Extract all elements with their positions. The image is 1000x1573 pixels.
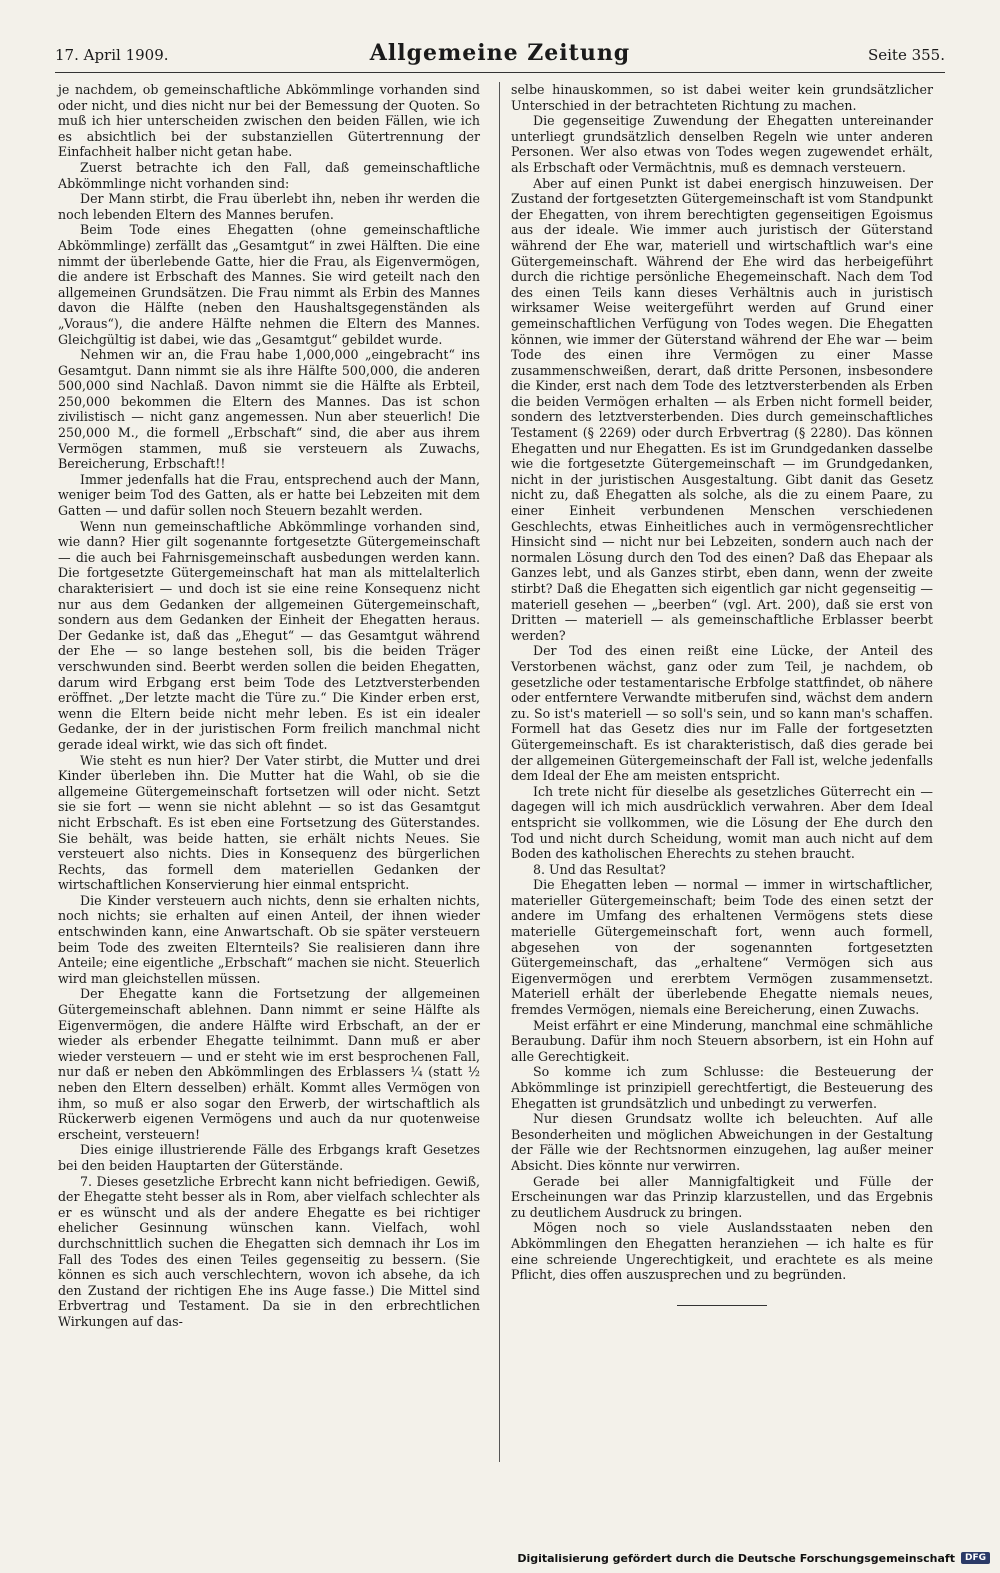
paragraph: Gerade bei aller Mannigfaltigkeit und Fülle der Erscheinungen war das Prinzip klarzustellen, und das Ergebnis zu deutlichem Ausdruck zu bringen. [511, 1173, 933, 1220]
paragraph: je nachdem, ob gemeinschaftliche Abkömmlinge vorhanden sind oder nicht, und dies nicht nur bei der Bemessung der Quoten. So muß ich hier unterscheiden zwischen den beiden Fällen, wie ich es absichtlich bei der substanziellen Gütertrennung der Einfachheit halber nicht getan habe. [58, 82, 480, 160]
paragraph: Aber auf einen Punkt ist dabei energisch hinzuweisen. Der Zustand der fortgesetzten Gütergemeinschaft ist vom Standpunkt der Ehegatten, von ihrem berechtigten gegenseitigen Egoismus aus der ideale. Wie immer auch juristisch der Güterstand während der Ehe war, materiell und wirtschaftlich war's eine Gütergemeinschaft. Während der Ehe wird das herbeigeführt durch die richtige persönliche Ehegemeinschaft. Nach dem Tod des einen Teils kann dieses Verhältnis auch in juristisch wirksamer Weise weitergeführt werden auf Grund einer gemeinschaftlichen Verfügung von Todes wegen. Die Ehegatten können, wie immer der Güterstand während der Ehe war — beim Tode des einen ihre Vermögen zu einer Masse zusammenschweißen, derart, daß dritte Personen, insbesondere die Kinder, erst nach dem Tode des letztversterbenden als Erben die beiden Vermögen erhalten — als Erben nicht formell beider, sondern des letztversterbenden. Dies durch gemeinschaftliches Testament (§ 2269) oder durch Erbvertrag (§ 2280). Das können Ehegatten und nur Ehegatten. Es ist im Grundgedanken dasselbe wie die fortgesetzte Gütergemeinschaft — im Grundgedanken, nicht in der juristischen Ausgestaltung. Gibt danit das Gesetz nicht zu, daß Ehegatten als solche, als die zu einem Paare, zu einer Einheit verbundenen Menschen verschiedenen Geschlechts, etwas Einheitliches auch in vermögensrechtlicher Hinsicht sind — nicht nur bei Lebzeiten, sondern auch nach der normalen Lösung durch den Tod des einen? Daß das Ehepaar als Ganzes lebt, und als Ganzes stirbt, eben dann, wenn der zweite stirbt? Daß die Ehegatten sich eigentlich gar nicht gegenseitig — materiell gesehen — „beerben“ (vgl. Art. 200), daß sie erst von Dritten — materiell — als gemeinschaftliche Erblasser beerbt werden? [511, 175, 933, 643]
column-divider [499, 82, 500, 1462]
paragraph: selbe hinauskommen, so ist dabei weiter kein grundsätzlicher Unterschied in der betrachteten Richtung zu machen. [511, 82, 933, 113]
paragraph: Die Ehegatten leben — normal — immer in wirtschaftlicher, materieller Gütergemeinschaft; beim Tode des einen setzt der andere im Umfang des erhaltenen Vermögens stets diese materielle Gütergemeinschaft fort, wenn auch formell, abgesehen von der sogenannten fortgesetzten Gütergemeinschaft, das „erhaltene“ Vermögen sich aus Eigenvermögen und ererbtem Vermögen zusammensetzt. Materiell erhält der überlebende Ehegatte niemals neues, fremdes Vermögen, niemals eine Bereicherung, einen Zuwachs. [511, 877, 933, 1018]
paragraph: Meist erfährt er eine Minderung, manchmal eine schmähliche Beraubung. Dafür ihm noch Steuern absorbern, ist ein Hohn auf alle Gerechtigkeit. [511, 1017, 933, 1064]
page-header [55, 42, 945, 73]
paragraph: Wenn nun gemeinschaftliche Abkömmlinge vorhanden sind, wie dann? Hier gilt sogenannte fortgesetzte Gütergemeinschaft — die auch bei Fahrnisgemeinschaft ausbedungen werden kann. Die fortgesetzte Gütergemeinschaft hat man als mittelalterlich charakterisiert — und doch ist sie eine reine Konsequenz nicht nur aus dem Gedanken der allgemeinen Gütergemeinschaft, sondern aus dem Gedanken der Einheit der Ehegatten heraus. Der Gedanke ist, daß das „Ehegut“ — das Gesamtgut während der Ehe — so lange bestehen soll, bis die beiden Träger verschwunden sind. Beerbt werden sollen die beiden Ehegatten, darum wird Erbgang erst beim Tode des Letztversterbenden eröffnet. „Der letzte macht die Türe zu.“ Die Kinder erben erst, wenn die Eltern beide nicht mehr leben. Es ist ein idealer Gedanke, der in der juristischen Form freilich manchmal nicht gerade ideal wirkt, wie das sich oft findet. [58, 518, 480, 752]
paragraph: Die Kinder versteuern auch nichts, denn sie erhalten nichts, noch nichts; sie erhalten auf einen Anteil, der ihnen wieder entschwinden kann, eine Anwartschaft. Ob sie später versteuern beim Tode des zweiten Elternteils? Sie realisieren dann ihre Anteile; eine eigentliche „Erbschaft“ machen sie nicht. Steuerlich wird man gleichstellen müssen. [58, 892, 480, 986]
paragraph: Ich trete nicht für dieselbe als gesetzliches Güterrecht ein — dagegen will ich mich ausdrücklich verwahren. Aber dem Ideal entspricht sie vollkommen, wie die Lösung der Ehe durch den Tod und nicht durch Scheidung, womit man auch nicht auf dem Boden des katholischen Eherechts zu stehen braucht. [511, 783, 933, 862]
footer-text: Digitalisierung gefördert durch die Deutsche Forschungsgemeinschaft [517, 1551, 955, 1565]
paragraph: Der Mann stirbt, die Frau überlebt ihn, neben ihr werden die noch lebenden Eltern des Mannes berufen. [58, 191, 480, 222]
paragraph: Nur diesen Grundsatz wollte ich beleuchten. Auf alle Besonderheiten und möglichen Abweichungen in der Gestaltung der Fälle wie der Rechtsnormen einzugehen, lag außer meiner Absicht. Dies könnte nur verwirren. [511, 1111, 933, 1173]
paragraph: Wie steht es nun hier? Der Vater stirbt, die Mutter und drei Kinder überleben ihn. Die Mutter hat die Wahl, ob sie die allgemeine Gütergemeinschaft fortsetzen will oder nicht. Setzt sie sie fort — wenn sie nicht ablehnt — so ist das Gesamtgut nicht Erbschaft. Es ist eben eine Fortsetzung des Güterstandes. Sie behält, was beide hatten, sie erhält nichts Neues. Sie versteuert also nichts. Dies in Konsequenz des bürgerlichen Rechts, das formell dem materiellen Gedanken der wirtschaftlichen Konservierung hier einmal entspricht. [58, 752, 480, 893]
end-rule [677, 1305, 767, 1306]
issue-date: 17. April 1909. [55, 46, 169, 64]
paragraph: So komme ich zum Schlusse: die Besteuerung der Abkömmlinge ist prinzipiell gerechtfertigt, die Besteuerung des Ehegatten ist grundsätzlich und unbedingt zu verwerfen. [511, 1064, 933, 1111]
paragraph: Die gegenseitige Zuwendung der Ehegatten untereinander unterliegt grundsätzlich denselben Regeln wie unter anderen Personen. Wer also etwas von Todes wegen zugewendet erhält, als Erbschaft oder Vermächtnis, muß es demnach versteuern. [511, 113, 933, 175]
paragraph: Dies einige illustrierende Fälle des Erbgangs kraft Gesetzes bei den beiden Hauptarten der Güterstände. [58, 1142, 480, 1173]
dfg-logo-icon: DFG [961, 1552, 990, 1564]
paragraph: Beim Tode eines Ehegatten (ohne gemeinschaftliche Abkömmlinge) zerfällt das „Gesamtgut“ in zwei Hälften. Die eine nimmt der überlebende Gatte, hier die Frau, als Eigenvermögen, die andere ist Erbschaft des Mannes. Sie wird geteilt nach den allgemeinen Grundsätzen. Die Frau nimmt als Erbin des Mannes davon die Hälfte (neben den Haushaltsgegenständen als „Voraus“), die andere Hälfte nehmen die Eltern des Mannes. Gleichgültig ist dabei, wie das „Gesamtgut“ gebildet wurde. [58, 222, 480, 347]
paragraph: Mögen noch so viele Auslandsstaaten neben den Abkömmlingen den Ehegatten heranziehen — ich halte es für eine schreiende Ungerechtigkeit, und erachtete es als meine Pflicht, dies offen auszusprechen und zu begründen. [511, 1220, 933, 1283]
left-column [58, 82, 480, 1330]
paragraph: Immer jedenfalls hat die Frau, entsprechend auch der Mann, weniger beim Tod des Gatten, als er hatte bei Lebzeiten mit dem Gatten — und dafür sollen noch Steuern bezahlt werden. [58, 471, 480, 519]
paragraph: Der Ehegatte kann die Fortsetzung der allgemeinen Gütergemeinschaft ablehnen. Dann nimmt er seine Hälfte als Eigenvermögen, die andere Hälfte wird Erbschaft, an der er wieder als erbender Ehegatte teilnimmt. Dann muß er aber wieder versteuern — und er steht wie im erst besprochenen Fall, nur daß er neben den Abkömmlingen des Erblassers ¼ (statt ½ neben den Eltern desselben) erhält. Kommt alles Vermögen von ihm, so muß er also sogar den Erwerb, der wirtschaftlich als Rückerwerb eigenen Vermögens und auch da nur quotenweise erscheint, versteuern! [58, 986, 480, 1142]
paragraph: Zuerst betrachte ich den Fall, daß gemeinschaftliche Abkömmlinge nicht vorhanden sind: [58, 159, 480, 191]
section-heading: 8. Und das Resultat? [533, 861, 666, 877]
paragraph: 7. Dieses gesetzliche Erbrecht kann nicht befriedigen. Gewiß, der Ehegatte steht besser als in Rom, aber vielfach schlechter als er es wünscht und als der andere Ehegatte es bei richtiger ehelicher Gesinnung wünschen kann. Vielfach, wohl durchschnittlich suchen die Ehegatten sich demnach ihr Los im Fall des Todes des einen Teiles gegenseitig zu bessern. (Sie können es sich auch verschlechtern, wovon ich absehe, da ich den Zustand der richtigen Ehe ins Auge fasse.) Die Mittel sind Erbvertrag und Testament. Da sie in den erbrechtlichen Wirkungen auf das- [58, 1173, 480, 1329]
newspaper-title: Allgemeine Zeitung [369, 40, 631, 66]
paragraph: Nehmen wir an, die Frau habe 1,000,000 „eingebracht“ ins Gesamtgut. Dann nimmt sie als ihre Hälfte 500,000, die anderen 500,000 sind Nachlaß. Davon nimmt sie die Hälfte als Erbteil, 250,000 bekommen die Eltern des Mannes. Das ist schon zivilistisch — nicht ganz angemessen. Nun aber steuerlich! Die 250,000 M., die formell „Erbschaft“ sind, die aber aus ihrem Vermögen stammen, muß sie versteuern als Zuwachs, Bereicherung, Erbschaft!! [58, 347, 480, 472]
digitization-footer [517, 1549, 990, 1567]
paragraph: Der Tod des einen reißt eine Lücke, der Anteil des Verstorbenen wächst, ganz oder zum Teil, je nachdem, ob gesetzliche oder testamentarische Erbfolge stattfindet, ob nähere oder entferntere Verwandte mitberufen sind, wächst dem andern zu. So ist's materiell — so soll's sein, und so kann man's schaffen. Formell hat das Gesetz dies nur im Falle der fortgesetzten Gütergemeinschaft. Es ist charakteristisch, daß dies gerade bei der allgemeinen Gütergemeinschaft der Fall ist, welche jedenfalls dem Ideal der Ehe am meisten entspricht. [511, 643, 933, 784]
page-number: Seite 355. [867, 46, 945, 64]
right-column [511, 82, 933, 1306]
